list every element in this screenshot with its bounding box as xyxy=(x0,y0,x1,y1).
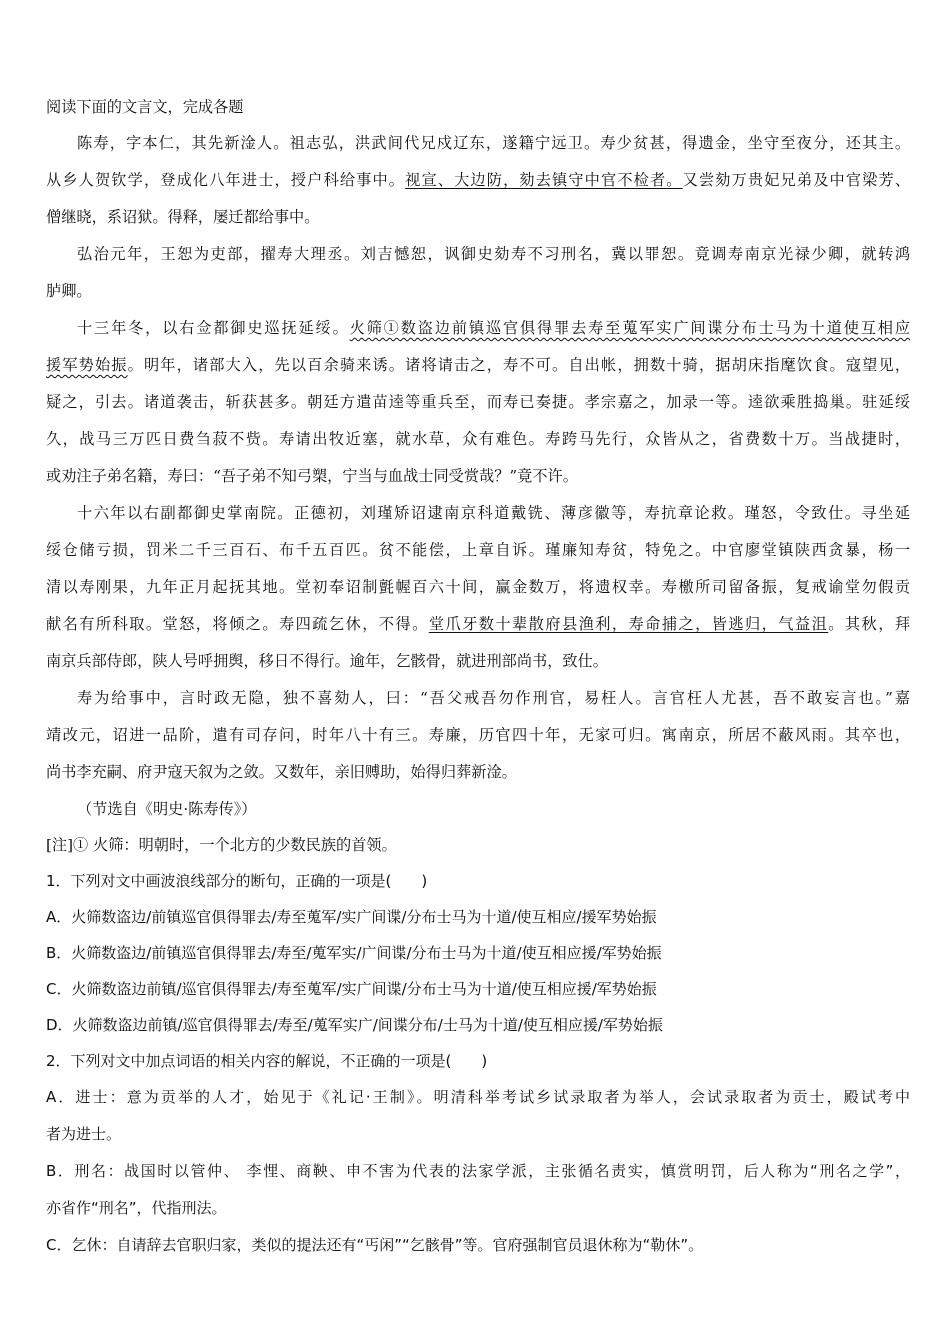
passage-p4-line4: 献名有所科取。堂怒，将倾之。寿四疏乞休，不得。堂爪牙数十辈散府县渔利，寿命捕之，皆逃归，气益沮。其秋，拜 xyxy=(46,615,911,633)
instruction: 阅读下面的文言文，完成各题 xyxy=(46,98,244,116)
question-2-stem: 2．下列对文中加点词语的相关内容的解说，不正确的一项是( ) xyxy=(46,1052,488,1070)
question-1-option-b[interactable]: B．火筛数盗边/前镇巡官俱得罪去/寿至/蒐军实/广间谍/分布士马为十道/使互相应援/军势始振 xyxy=(46,944,662,962)
passage-p2-line1: 弘治元年，王恕为吏部，擢寿大理丞。刘吉憾恕，讽御史劾寿不习刑名，冀以罪恕。竟调寿南京光禄少卿，就转鸿 xyxy=(77,245,910,263)
passage-p3-line1: 十三年冬，以右佥都御史巡抚延绥。火筛①数盗边前镇巡官俱得罪去寿至蒐军实广间谍分布士马为十道使互相应 xyxy=(77,319,911,337)
passage-source: （节选自《明史·陈寿传》） xyxy=(77,800,257,818)
question-1-option-c[interactable]: C．火筛数盗边前镇/巡官俱得罪去/寿至蒐军/实广间谍/分布士马为十道/使互相应援/军势始振 xyxy=(46,980,657,998)
passage-p4-line3: 清以寿刚果，九年正月起抚其地。堂初奉诏制氈幄百六十间，赢金数万，将遗权幸。寿檄所司留备振，复戒谕堂勿假贡 xyxy=(46,578,910,596)
passage-p3-line5: 或劝注子弟名籍，寿曰：“吾子弟不知弓槊，宁当与血战士同受赏哉？”竟不许。 xyxy=(46,467,578,485)
question-2-option-b[interactable]: B．刑名：战国时以管仲、 李悝、商鞅、申不害为代表的法家学派，主张循名责实，慎赏明罚，后人称为“刑名之学”， xyxy=(46,1162,910,1180)
question-2-option-b-cont: 亦省作“刑名”，代指刑法。 xyxy=(46,1199,227,1217)
passage-p3-line4: 久，战马三万匹日费刍菽不赀。寿请出牧近塞，就水草，众有难色。寿跨马先行，众皆从之，省费数十万。当战捷时， xyxy=(46,430,910,448)
passage-p4-line5: 南京兵部侍郎，陕人号呼拥舆，移日不得行。逾年，乞骸骨，就进刑部尚书，致仕。 xyxy=(46,652,608,670)
passage-p1-line1: 陈寿，字本仁，其先新淦人。祖志弘，洪武间代兄戍辽东，遂籍宁远卫。寿少贫甚，得遗金，坐守至夜分，还其主。 xyxy=(77,134,910,152)
passage-p5-line1: 寿为给事中，言时政无隐，独不喜劾人，曰：“吾父戒吾勿作刑官，易枉人。言官枉人尤甚，吾不敢妄言也。”嘉 xyxy=(77,689,910,707)
passage-p4-line2: 绥仓储亏损，罚米二千三百石、布千五百匹。贫不能偿，上章自诉。瑾廉知寿贫，特免之。中官廖堂镇陕西贪暴，杨一 xyxy=(46,541,910,559)
question-1-option-a[interactable]: A．火筛数盗边/前镇巡官俱得罪去/寿至蒐军/实广间谍/分布士马为十道/使互相应/援军势始振 xyxy=(46,908,657,926)
underlined-sentence-2: 堂爪牙数十辈散府县渔利，寿命捕之，皆逃归，气益沮 xyxy=(428,615,829,633)
footnote: [注]① 火筛：明朝时，一个北方的少数民族的首领。 xyxy=(46,836,397,854)
exam-page xyxy=(46,96,910,1256)
passage-p3-line3: 疑之，引去。诸道袭击，斩获甚多。朝廷方遣苗逵等重兵至，而寿已奏捷。孝宗嘉之，加录一等。逵欲乘胜捣巢。驻延绥 xyxy=(46,393,910,411)
underlined-sentence-1: 视宣、大边防，劾去镇守中官不检者。 xyxy=(405,171,683,189)
wavy-underlined-text: 火筛①数盗边前镇巡官俱得罪去寿至蒐军实广间谍分布士马为十道使互相应 xyxy=(349,319,911,337)
passage-p1-line2: 从乡人贺钦学，登成化八年进士，授户科给事中。视宣、大边防，劾去镇守中官不检者。又尝劾万贵妃兄弟及中官梁芳、 xyxy=(46,171,911,189)
passage-p5-line2: 靖改元，诏进一品阶，遣有司存问，时年八十有三。寿廉，历官四十年，无家可归。寓南京，所居不蔽风雨。其卒也， xyxy=(46,726,910,744)
passage-p5-line3: 尚书李充嗣、府尹寇天叙为之敛。又数年，亲旧赙助，始得归葬新淦。 xyxy=(46,763,517,781)
question-2-option-a-cont: 者为进士。 xyxy=(46,1125,122,1143)
wavy-underlined-text: 援军势始振 xyxy=(46,356,128,374)
passage-p4-line1: 十六年以右副都御史掌南院。正德初，刘瑾矫诏逮南京科道戴铣、薄彦徽等，寿抗章论救。瑾怒，令致仕。寻坐延 xyxy=(77,504,910,522)
question-1-option-d[interactable]: D．火筛数盗边前镇/巡官俱得罪去/寿至/蒐军实广/间谍分布/士马为十道/使互相应援/军势始振 xyxy=(46,1016,663,1034)
question-1-stem: 1．下列对文中画波浪线部分的断句，正确的一项是( ) xyxy=(46,872,428,890)
passage-p1-line3: 僧继晓，系诏狱。得释，屡迁都给事中。 xyxy=(46,208,320,226)
question-2-option-a[interactable]: A．进士：意为贡举的人才，始见于《礼记·王制》。明清科举考试乡试录取者为举人，会试录取者为贡士，殿试考中 xyxy=(46,1088,910,1106)
passage-p2-line2: 胪卿。 xyxy=(46,282,92,300)
passage-p3-line2: 援军势始振。明年，诸部大入，先以百余骑来诱。诸将请击之，寿不可。自出帐，拥数十骑，据胡床指麾饮食。寇望见， xyxy=(46,356,911,374)
question-2-option-c[interactable]: C．乞休：自请辞去官职归家，类似的提法还有“丐闲”“乞骸骨”等。官府强制官员退休称为“勒休”。 xyxy=(46,1236,704,1254)
